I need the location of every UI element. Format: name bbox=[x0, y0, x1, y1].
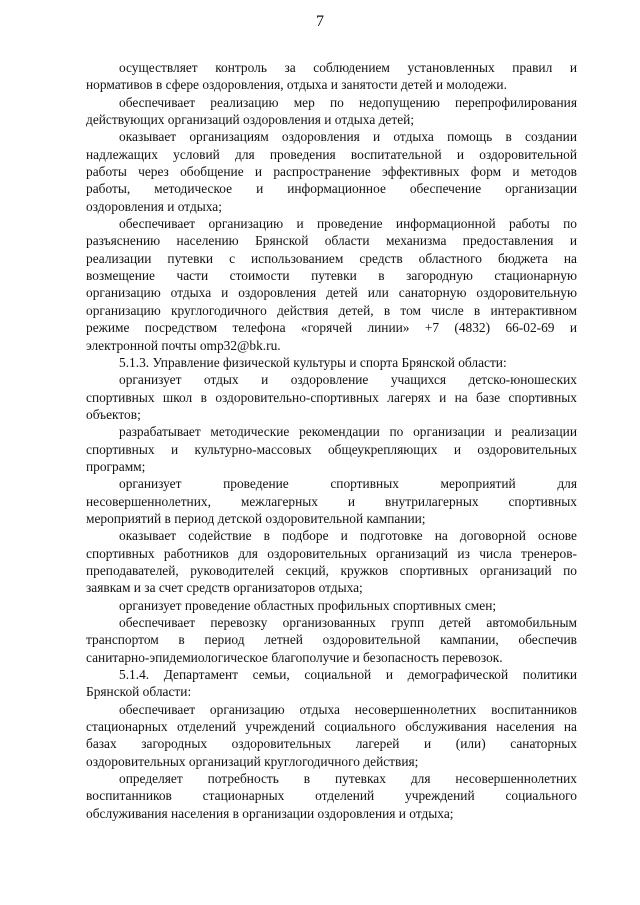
document-body bbox=[86, 59, 577, 822]
text-line: организует проведение областных профильных спортивных смен; bbox=[119, 597, 497, 613]
paragraph bbox=[86, 354, 577, 371]
text-line: возмещение части стоимости путевки в загородную стационарную bbox=[86, 268, 577, 284]
text-line: оказывает организациям оздоровления и отдыха помощь в создании bbox=[119, 129, 577, 145]
text-line: воспитанников стационарных отделений учреждений социального bbox=[86, 788, 577, 804]
text-line: 5.1.4. Департамент семьи, социальной и демографической политики bbox=[119, 667, 577, 683]
text-line: 5.1.3. Управление физической культуры и спорта Брянской области: bbox=[119, 354, 507, 370]
text-line: объектов; bbox=[86, 406, 141, 422]
text-line: оказывает содействие в подборе и подготовке на договорной основе bbox=[119, 528, 577, 544]
text-line: режиме посредством телефона «горячей линии» +7 (4832) 66-02-69 и bbox=[86, 320, 577, 336]
text-line: программ; bbox=[86, 458, 146, 474]
paragraph bbox=[86, 527, 577, 596]
text-line: действующих организаций оздоровления и отдыха детей; bbox=[86, 112, 415, 128]
paragraph bbox=[86, 475, 577, 527]
text-line: работы, методическое и информационное обеспечение организации bbox=[86, 181, 577, 197]
paragraph bbox=[86, 770, 577, 822]
text-line: определяет потребность в путевках для несовершеннолетних bbox=[119, 771, 577, 787]
text-line: спортивных школ в оздоровительно-спортивных лагерях и на базе спортивных bbox=[86, 389, 577, 405]
text-line: стационарных отделений учреждений социального обслуживания населения на bbox=[86, 719, 577, 735]
text-line: мероприятий в период детской оздоровительной кампании; bbox=[86, 510, 426, 526]
text-line: обеспечивает реализацию мер по недопущению перепрофилирования bbox=[119, 94, 577, 110]
text-line: организует проведение спортивных мероприятий для bbox=[119, 476, 577, 492]
text-line: обслуживания населения в организации оздоровления и отдыха; bbox=[86, 805, 454, 821]
text-line: заявкам и за счет средств организаторов отдыха; bbox=[86, 580, 363, 596]
text-line: транспортом в период летней оздоровительной кампании, обеспечив bbox=[86, 632, 577, 648]
text-line: разъяснению населению Брянской области механизма предоставления и bbox=[86, 233, 577, 249]
paragraph bbox=[86, 666, 577, 701]
paragraph bbox=[86, 423, 577, 475]
paragraph bbox=[86, 59, 577, 94]
text-line: организацию отдыха и оздоровления детей или санаторную оздоровительную bbox=[86, 285, 577, 301]
text-line: оздоровительных организаций круглогодичного действия; bbox=[86, 753, 419, 769]
text-line: реализации путевки с использованием средств областного бюджета на bbox=[86, 250, 577, 266]
text-line: преподавателей, руководителей секций, кружков спортивных организаций по bbox=[86, 562, 577, 578]
paragraph bbox=[86, 94, 577, 129]
text-line: оздоровления и отдыха; bbox=[86, 198, 222, 214]
text-line: организует отдых и оздоровление учащихся детско-юношеских bbox=[119, 372, 577, 388]
text-line: обеспечивает организацию и проведение информационной работы по bbox=[119, 216, 577, 232]
paragraph bbox=[86, 128, 577, 215]
text-line: разрабатывает методические рекомендации по организации и реализации bbox=[119, 424, 577, 440]
paragraph bbox=[86, 614, 577, 666]
paragraph bbox=[86, 701, 577, 770]
text-line: несовершеннолетних, межлагерных и внутрилагерных спортивных bbox=[86, 493, 577, 509]
text-line: надлежащих условий для проведения воспитательной и оздоровительной bbox=[86, 146, 577, 162]
text-line: нормативов в сфере оздоровления, отдыха и занятости детей и молодежи. bbox=[86, 77, 507, 93]
text-line: спортивных и культурно-массовых общеукрепляющих и оздоровительных bbox=[86, 441, 577, 457]
text-line: санитарно-эпидемиологическое благополучие и безопасность перевозок. bbox=[86, 649, 503, 665]
text-line: обеспечивает перевозку организованных групп детей автомобильным bbox=[119, 615, 577, 630]
text-line: Брянской области: bbox=[86, 684, 192, 700]
text-line: осуществляет контроль за соблюдением установленных правил и bbox=[119, 60, 577, 75]
paragraph bbox=[86, 597, 577, 614]
text-line: работы через обобщение и распространение эффективных форм и методов bbox=[86, 164, 577, 180]
text-line: электронной почты omp32@bk.ru. bbox=[86, 337, 281, 353]
text-line: организацию круглогодичного действия детей, в том числе в интерактивном bbox=[86, 302, 577, 318]
paragraph bbox=[86, 371, 577, 423]
paragraph bbox=[86, 215, 577, 354]
text-line: базах загородных оздоровительных лагерей и (или) санаторных bbox=[86, 736, 577, 752]
text-line: обеспечивает организацию отдыха несовершеннолетних воспитанников bbox=[119, 701, 577, 717]
text-line: спортивных работников для оздоровительных организаций из числа тренеров- bbox=[86, 545, 577, 561]
page-number: 7 bbox=[316, 13, 324, 30]
